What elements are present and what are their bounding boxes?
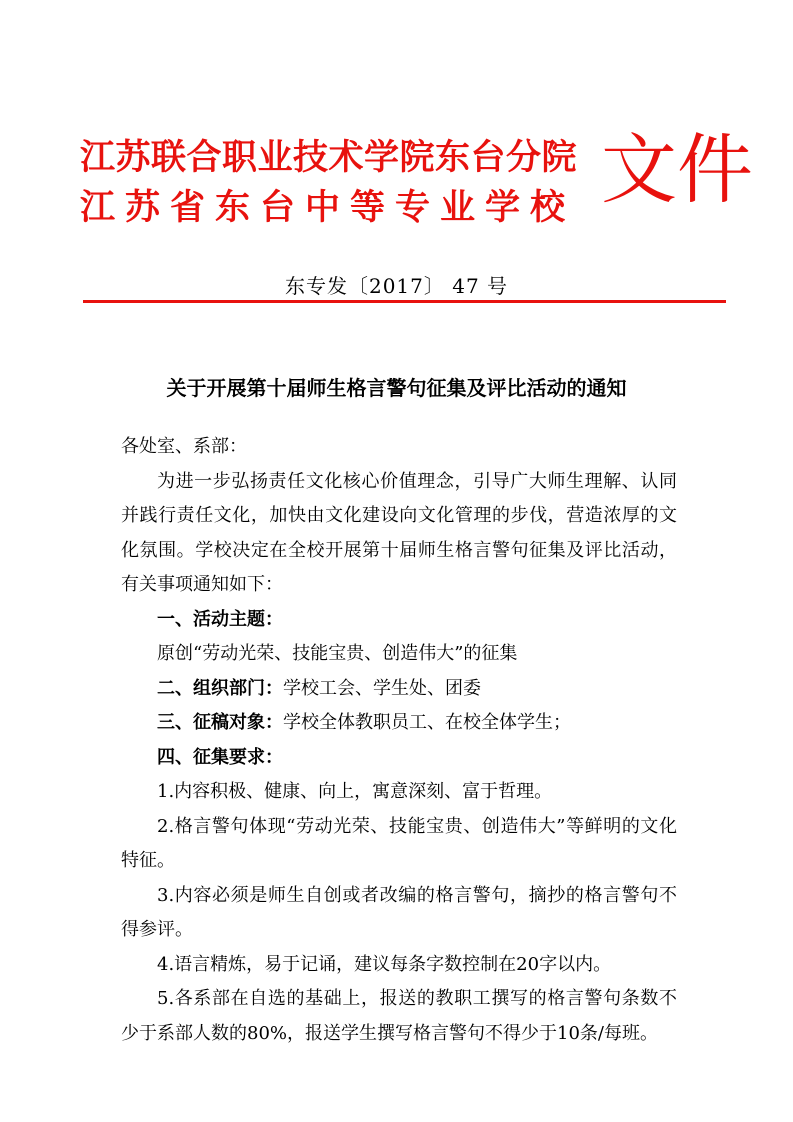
- document-number: 东专发〔2017〕 47 号: [284, 274, 509, 298]
- section-3-heading: 三、征稿对象：: [157, 712, 283, 733]
- section-2: [121, 672, 677, 707]
- requirement-4: 4.语言精炼，易于记诵，建议每条字数控制在20字以内。: [157, 953, 612, 975]
- section-3-text: 学校全体教职员工、在校全体学生；: [283, 712, 571, 733]
- salutation: 各处室、系部：: [121, 436, 247, 457]
- org-name-line-2: 江苏省东台中等专业学校: [80, 187, 576, 228]
- section-2-text: 学校工会、学生处、团委: [283, 677, 481, 699]
- section-4-heading: 四、征集要求：: [157, 746, 283, 768]
- requirement-1: 1.内容积极、健康、向上，寓意深刻、富于哲理。: [157, 781, 553, 802]
- section-1-text: 原创“劳动光荣、技能宝贵、创造伟大”的征集: [157, 643, 518, 664]
- document-type-label: 文件: [601, 125, 753, 214]
- document-header: [80, 125, 753, 230]
- section-1-heading: 一、活动主题：: [157, 608, 283, 630]
- notice-body: [121, 430, 677, 1051]
- red-divider: [83, 300, 726, 303]
- section-2-heading: 二、组织部门：: [157, 677, 283, 699]
- intro-paragraph: 为进一步弘扬责任文化核心价值理念，引导广大师生理解、认同并践行责任文化，加快由文化建设向文化管理的步伐，营造浓厚的文化氛围。学校决定在全校开展第十届师生格言警句征集及评比活动，有关事项通知如下：: [121, 470, 677, 595]
- requirement-2: 2.格言警句体现“劳动光荣、技能宝贵、创造伟大”等鲜明的文化特征。: [121, 815, 677, 871]
- section-3: [121, 706, 677, 741]
- requirement-3: 3.内容必须是师生自创或者改编的格言警句，摘抄的格言警句不得参评。: [121, 884, 677, 940]
- org-name-line-1: 江苏联合职业技术学院东台分院: [80, 137, 578, 178]
- notice-title: 关于开展第十届师生格言警句征集及评比活动的通知: [166, 376, 627, 400]
- requirement-5: 5.各系部在自选的基础上，报送的教职工撰写的格言警句条数不少于系部人数的80%，报送学生撰写格言警句不得少于10条/每班。: [121, 988, 677, 1044]
